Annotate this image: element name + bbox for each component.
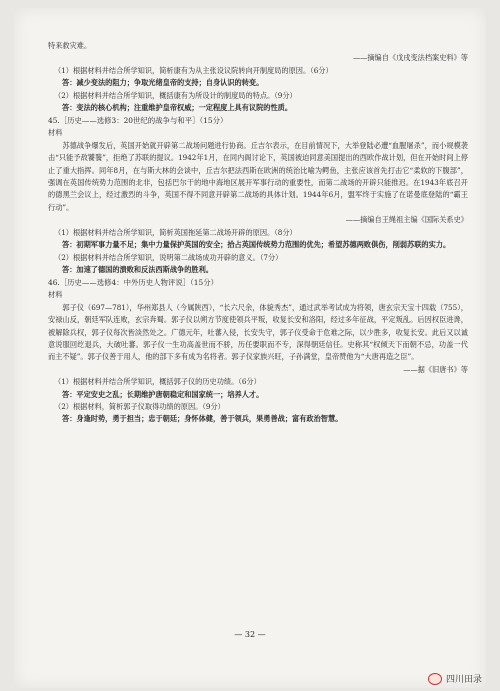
answer-text: 答：平定安史之乱；长期维护唐朝稳定和国家统一；培养人才。 <box>62 389 264 399</box>
question-text: （1）根据材料并结合所学知识，简析英国拖延第二战场开辟的原因。（8分） <box>54 227 297 237</box>
answer-text: 答：变法的核心机构；注重维护皇帝权威；一定程度上具有议院的性质。 <box>62 103 293 113</box>
answer-text: 答：初期军事力量不足；集中力量保护英国的安全；拾占英国传统势力范围的优先；希望苏德两败俱伤，削弱苏联的实力。 <box>62 240 451 250</box>
watermark-text: 四川田录 <box>445 675 482 685</box>
answer-text: 答：身逢时势，勇于担当；忠于朝廷；身怀体健，善于领兵，果勇善战；富有政治智慧。 <box>62 414 343 424</box>
material-paragraph: 郭子仪（697—781），华州郑县人（今属陕西），“长六尺余，体貌秀杰”，通过武举考试成为将领，唐玄宗天宝十四载（755），安禄山反，朝廷军队连败，玄宗奔蜀。郭子仪以朔方节度使领兵平叛，收复长安和洛阳，经过多年征战，平定叛乱。后因权臣进谗，被解除兵权，郭子仪每次皆淡然处之。广德元年，吐蕃入侵，长安失守，郭子仪受命于危难之际，以少胜多，收复长安。此后又以诚意说服回纥退兵，大破吐蕃。郭子仪一生功高盖世而不骄，历任要职而不专，深得朝廷信任。史称其“权倾天下而朝不忌，功盖一代而主不疑”。郭子仪善于用人，他的部下多有成为名将者。郭子仪家族兴旺，子孙满堂，皇帝赞他为“大唐再造之臣”。 <box>48 302 468 362</box>
source-citation: ——据《旧唐书》等 <box>403 364 468 374</box>
page-content <box>48 40 468 426</box>
question-text: （2）根据材料并结合所学知识，概括康有为所设计的制度局的特点。（9分） <box>54 90 297 100</box>
source-citation: ——摘编自《戊戌变法档案史料》等 <box>352 53 468 63</box>
page-number: — 32 — <box>234 630 266 639</box>
source-citation: ——摘编自王绳祖主编《国际关系史》 <box>345 215 468 225</box>
answer-text: 答：减少变法的阻力；争取光绪皇帝的支持；自身认识的转变。 <box>62 78 264 88</box>
answer-text: 答：加速了德国的溃败和反法西斯战争的胜利。 <box>62 264 213 274</box>
question-text: （2）根据材料并结合所学知识，说明第二战场成功开辟的意义。（7分） <box>54 252 283 262</box>
material-paragraph: 苏德战争爆发后，英国开始就开辟第二战场问题进行协商。丘吉尔表示，在目前情况下，大举登陆必遭“血腥屠杀”，而小规模袭击“只能予敌饕餮”，拒绝了苏联的提议。1942年1月，在同内阁讨论下，英国被迫同意美国提出的西欧作战计划，但在开始时间上停止了重大指挥。同年8月，在与斯大林的会谈中，丘吉尔把法西斯在欧洲的统治比喻为鳄鱼，主张应该首先打击它“柔软的下腹部”，强调在英国传统势力范围的北非，包括巴尔干的地中海地区展开军事行动的重要性，而第二战场的开辟只能推迟。在1943年底召开的德黑兰会议上，经过激烈的斗争，英国不得不同意开辟第二战场的具体计划。1944年6月，盟军终于实施了在诺曼底登陆的“霸王行动”。 <box>48 140 468 212</box>
weibo-logo-icon <box>428 673 442 685</box>
question-header: 46.［历史——选修4：中外历史人物评说］（15分） <box>48 278 218 288</box>
question-text: （2）根据材料，简析郭子仪取得功绩的原因。（9分） <box>54 401 225 411</box>
document-page <box>14 8 486 688</box>
question-header: 45.［历史——选修3：20世纪的战争与和平］（15分） <box>48 116 228 126</box>
question-text: （1）根据材料并结合所学知识，概括郭子仪的历史功绩。（6分） <box>54 377 261 387</box>
question-text: （1）根据材料并结合所学知识，简析康有为从主张设议院转向开制度局的原因。（6分） <box>54 65 333 75</box>
material-label: 材料 <box>48 290 63 300</box>
material-label: 材料 <box>48 128 63 138</box>
continuation-text: 特来救灾难。 <box>48 41 92 50</box>
watermark <box>428 672 482 685</box>
